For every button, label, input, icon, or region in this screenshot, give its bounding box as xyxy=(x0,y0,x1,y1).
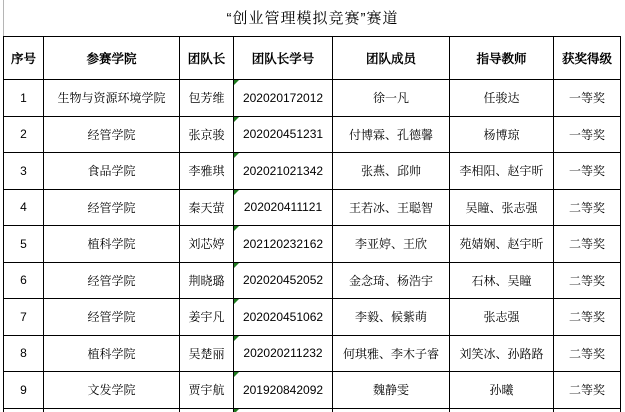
table-row xyxy=(4,262,621,299)
cell-leader-id-text: 202020172012 xyxy=(242,90,324,105)
cell-members: 付博霖、孔德馨 xyxy=(333,116,450,153)
green-corner-triangle-icon xyxy=(234,263,239,268)
cell-index: 1 xyxy=(4,80,44,117)
green-corner-triangle-icon xyxy=(234,336,239,341)
partial-cell xyxy=(554,408,621,412)
page-title: “创业管理模拟竞赛”赛道 xyxy=(226,10,399,27)
cell-leader: 李雅琪 xyxy=(180,153,234,190)
cell-index: 2 xyxy=(4,116,44,153)
cell-leader-id xyxy=(234,80,333,117)
cell-leader: 荆晓璐 xyxy=(180,262,234,299)
column-header-members: 团队成员 xyxy=(333,37,450,80)
cell-leader-id-text: 202021021342 xyxy=(242,163,324,178)
cell-college: 食品学院 xyxy=(44,153,180,190)
cell-leader-id xyxy=(234,189,333,226)
cell-index: 9 xyxy=(4,372,44,409)
cell-index: 6 xyxy=(4,262,44,299)
cell-leader: 包芳维 xyxy=(180,80,234,117)
cell-members: 魏静雯 xyxy=(333,372,450,409)
cell-leader-id xyxy=(234,335,333,372)
cell-college: 经管学院 xyxy=(44,116,180,153)
table-row xyxy=(4,153,621,190)
green-corner-triangle-icon xyxy=(234,372,239,377)
cell-college: 文发学院 xyxy=(44,372,180,409)
table-row xyxy=(4,226,621,263)
cell-index: 8 xyxy=(4,335,44,372)
cell-advisor: 任骏达 xyxy=(450,80,554,117)
cell-award: 二等奖 xyxy=(554,372,621,409)
green-corner-triangle-icon xyxy=(234,409,239,412)
column-header-college: 参赛学院 xyxy=(44,37,180,80)
cell-leader-id-text: 202020211232 xyxy=(243,346,323,361)
green-corner-triangle-icon xyxy=(234,117,239,122)
cell-college: 植科学院 xyxy=(44,335,180,372)
cell-advisor: 张志强 xyxy=(450,299,554,336)
column-header-leader: 团队长 xyxy=(180,37,234,80)
cell-leader-id xyxy=(234,262,333,299)
column-header-advisor: 指导教师 xyxy=(450,37,554,80)
cell-leader: 秦天萤 xyxy=(180,189,234,226)
cell-leader: 刘芯婷 xyxy=(180,226,234,263)
cell-leader-id xyxy=(234,226,333,263)
cell-college: 经管学院 xyxy=(44,262,180,299)
cell-leader: 贾宇航 xyxy=(180,372,234,409)
cell-award: 二等奖 xyxy=(554,189,621,226)
cell-award: 一等奖 xyxy=(554,153,621,190)
table-row xyxy=(4,116,621,153)
green-corner-triangle-icon xyxy=(234,153,239,158)
cell-leader-id-text: 202020411121 xyxy=(243,200,323,215)
cell-leader-id-text: 202020451231 xyxy=(242,127,324,142)
cell-leader-id-text: 201920842092 xyxy=(242,382,324,397)
cell-leader-id xyxy=(234,153,333,190)
table-row xyxy=(4,372,621,409)
cell-advisor: 李相阳、赵宇昕 xyxy=(450,153,554,190)
cell-leader: 张京骏 xyxy=(180,116,234,153)
cell-advisor: 吴瞳、张志强 xyxy=(450,189,554,226)
cell-award: 二等奖 xyxy=(554,299,621,336)
cell-advisor: 孙曦 xyxy=(450,372,554,409)
cell-index: 7 xyxy=(4,299,44,336)
partial-cell xyxy=(333,408,450,412)
cell-index: 3 xyxy=(4,153,44,190)
cell-leader-id-text: 202120232162 xyxy=(242,236,324,251)
cell-college: 经管学院 xyxy=(44,189,180,226)
cell-members: 张燕、邱帅 xyxy=(333,153,450,190)
cell-college: 经管学院 xyxy=(44,299,180,336)
cell-college: 植科学院 xyxy=(44,226,180,263)
cell-leader-id xyxy=(234,116,333,153)
cell-award: 一等奖 xyxy=(554,116,621,153)
cell-members: 金念琦、杨浩宇 xyxy=(333,262,450,299)
table-row xyxy=(4,189,621,226)
header-row xyxy=(4,37,621,80)
table-row xyxy=(4,80,621,117)
cell-leader-id-text: 202020452052 xyxy=(242,273,324,288)
green-corner-triangle-icon xyxy=(234,190,239,195)
cell-leader: 姜宇凡 xyxy=(180,299,234,336)
partial-cell xyxy=(234,408,333,412)
cell-index: 4 xyxy=(4,189,44,226)
cell-college: 生物与资源环境学院 xyxy=(44,80,180,117)
cell-advisor: 石林、吴瞳 xyxy=(450,262,554,299)
cell-members: 何琪雅、李木子睿 xyxy=(333,335,450,372)
cell-leader-id xyxy=(234,299,333,336)
awards-table xyxy=(3,36,621,412)
cell-award: 二等奖 xyxy=(554,335,621,372)
cell-advisor: 杨博琼 xyxy=(450,116,554,153)
cell-leader-id xyxy=(234,372,333,409)
cell-members: 王若冰、王聪智 xyxy=(333,189,450,226)
cell-award: 二等奖 xyxy=(554,262,621,299)
cell-members: 李毅、候紫萌 xyxy=(333,299,450,336)
partial-row xyxy=(4,408,621,412)
table-row xyxy=(4,299,621,336)
cell-index: 5 xyxy=(4,226,44,263)
cell-members: 徐一凡 xyxy=(333,80,450,117)
partial-cell xyxy=(4,408,44,412)
column-header-leader-id: 团队长学号 xyxy=(234,37,333,80)
cell-award: 一等奖 xyxy=(554,80,621,117)
cell-leader-id-text: 202020451062 xyxy=(242,309,324,324)
cell-advisor: 刘笑冰、孙路路 xyxy=(450,335,554,372)
cell-members: 李亚婷、王欣 xyxy=(333,226,450,263)
green-corner-triangle-icon xyxy=(234,226,239,231)
cell-advisor: 苑婧娴、赵宇昕 xyxy=(450,226,554,263)
partial-cell xyxy=(44,408,180,412)
cell-leader: 吴楚丽 xyxy=(180,335,234,372)
table-row xyxy=(4,335,621,372)
column-header-award: 获奖得级 xyxy=(554,37,621,80)
column-header-index: 序号 xyxy=(4,37,44,80)
partial-cell xyxy=(450,408,554,412)
green-corner-triangle-icon xyxy=(234,299,239,304)
partial-cell xyxy=(180,408,234,412)
cell-award: 二等奖 xyxy=(554,226,621,263)
green-corner-triangle-icon xyxy=(234,80,239,85)
